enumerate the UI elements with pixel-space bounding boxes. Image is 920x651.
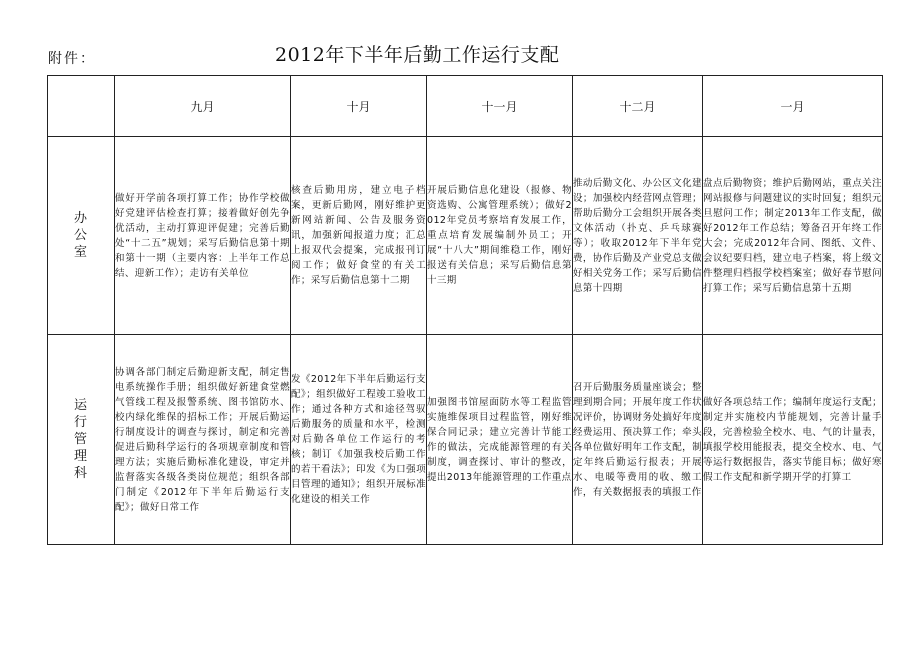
work-plan-table [47,75,883,545]
column-header-december: 十二月 [573,76,703,137]
column-header-october: 十月 [291,76,427,137]
attachment-label: 附件： [48,51,96,67]
table-cell: 做好开学前各项打算工作；协作学校做好党建评估检查打算；接着做好创先争优活动，主动打算迎评促建；完善后勤处“十二五”规划；采写后勤信息第十期和第十一期（主要内容：上半年工作总结、迎新工作）；走访有关单位 [115,137,291,335]
column-header-january: 一月 [703,76,883,137]
document-title: 2012年下半年后勤工作运行支配 [275,44,560,66]
table-cell: 核查后勤用房，建立电子档案，更新后勤网，刚好维护更新网站新闻、公告及服务资讯，加强新闻报道力度；汇总上报双代会提案，完成报刊订阅工作；做好食堂的有关工作；采写后勤信息第十二期 [291,137,427,335]
row-header-operations: 运行管理科 [48,335,115,545]
row-header-office: 办公室 [48,137,115,335]
header-corner-cell [48,76,115,137]
table-cell: 推动后勤文化、办公区文化建设；加强校内经营网点管理；帮助后勤分工会组织开展各类文体活动（扑克、乒乓球赛等）；收取2012年下半年党费，协作后勤及产业党总支做好相关党务工作；采写后勤信息第十四期 [573,137,703,335]
column-header-september: 九月 [115,76,291,137]
table-row [48,335,883,545]
column-header-november: 十一月 [427,76,573,137]
table-cell: 召开后勤服务质量座谈会；整理到期合同；开展年度工作状况评价，协调财务处搞好年度经费运用、预决算工作；牵头各单位做好明年工作支配，制定年终后勤运行报表；开展水、电暖等费用的收、缴工作，有关数据报表的填报工作 [573,335,703,545]
table-cell: 开展后勤信息化建设（报修、物资选购、公寓管理系统）；做好2012年党员考察培育发展工作，重点培育发展编制外员工；开展“十八大”期间维稳工作，刚好报送有关信息；采写后勤信息第十三期 [427,137,573,335]
table-cell: 发《2012年下半年后勤运行支配》；组织做好工程竣工验收工作；通过各种方式和途径驾驭后勤服务的质量和水平，检测对后勤各单位工作运行的考核；制订《加强我校后勤工作的若干看法》；印发《为口强项目管理的通知》；组织开展标准化建设的相关工作 [291,335,427,545]
table-cell: 盘点后勤物资；维护后勤网站，重点关注网站报修与问题建议的实时回复；组织元旦慰问工作；制定2013年工作支配，做好2012年工作总结；筹备召开年终工作大会；完成2012年合同、图纸、文件、会议纪要归档，建立电子档案，将上级文件整理归档报学校档案室；做好春节慰问打算工作；采写后勤信息第十五期 [703,137,883,335]
table-cell: 做好各项总结工作；编制年度运行支配；制定并实施校内节能规划，完善计量手段，完善检验全校水、电、气的计量表，填报学校用能报表，提交全校水、电、气等运行数据报告，落实节能目标；做好寒假工作支配和新学期开学的打算工 [703,335,883,545]
table-cell: 协调各部门制定后勤迎新支配，制定售电系统操作手册；组织做好新建食堂燃气管线工程及报警系统、图书馆防水、校内绿化维保的招标工作；开展后勤运行制度设计的调查与探讨，制定和完善促进后勤科学运行的各项规章制度和管理方法；实施后勤标准化建设，审定并监督落实各级各类岗位规范；组织各部门制定《2012年下半年后勤运行支配》；做好日常工作 [115,335,291,545]
table-header-row [48,76,883,137]
table-cell: 加强图书馆屋面防水等工程监管实施维保项目过程监管，刚好维保合同记录；建立完善计节能工作的做法，完成能源管理的有关制度，调查探讨、审计的整改，提出2013年能源管理的工作重点 [427,335,573,545]
table-row [48,137,883,335]
